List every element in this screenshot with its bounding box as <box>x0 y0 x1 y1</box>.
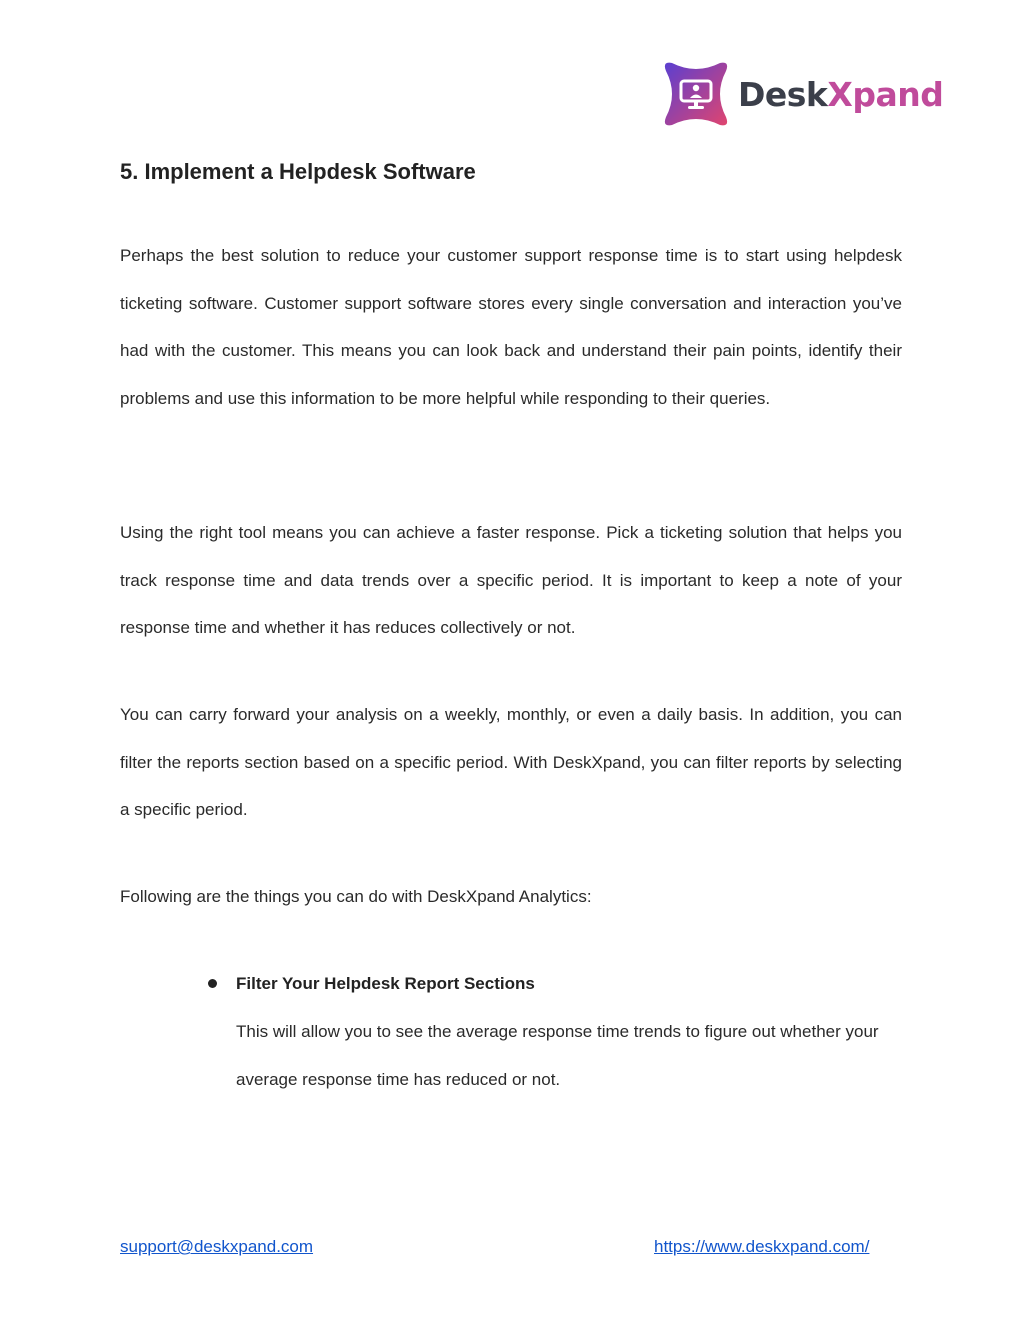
paragraph-2: Using the right tool means you can achieve a faster response. Pick a ticketing solution that helps you track response time and data trends over a specific period. It is important to keep a note of your response time and whether it has reduces collectively or not. <box>120 523 902 638</box>
section-heading: 5. Implement a Helpdesk Software <box>120 159 476 184</box>
footer-website-link[interactable]: https://www.deskxpand.com/ <box>654 1237 870 1256</box>
brand-name-part2: Xpand <box>827 74 944 114</box>
brand-name-part1: Desk <box>738 74 828 114</box>
brand-logo <box>664 60 943 128</box>
footer-email-link[interactable]: support@deskxpand.com <box>120 1237 314 1256</box>
paragraph-4: Following are the things you can do with DeskXpand Analytics: <box>120 887 592 906</box>
bullet-dot-icon <box>208 979 217 988</box>
bullet-body: This will allow you to see the average response time trends to figure out whether your average response time has reduced or not. <box>236 1022 879 1089</box>
brand-wordmark <box>738 74 944 114</box>
bullet-title: Filter Your Helpdesk Report Sections <box>236 974 535 993</box>
monitor-person-icon <box>664 61 728 127</box>
paragraph-1: Perhaps the best solution to reduce your customer support response time is to start using helpdesk ticketing software. Customer support software stores every single conversation and interaction you’ve had with the customer. This means you can look back and understand their pain points, identify their problems and use this information to be more helpful while responding to their queries. <box>120 246 902 409</box>
paragraph-3: You can carry forward your analysis on a weekly, monthly, or even a daily basis. In addition, you can filter the reports section based on a specific period. With DeskXpand, you can filter reports by selecting a specific period. <box>120 705 902 820</box>
